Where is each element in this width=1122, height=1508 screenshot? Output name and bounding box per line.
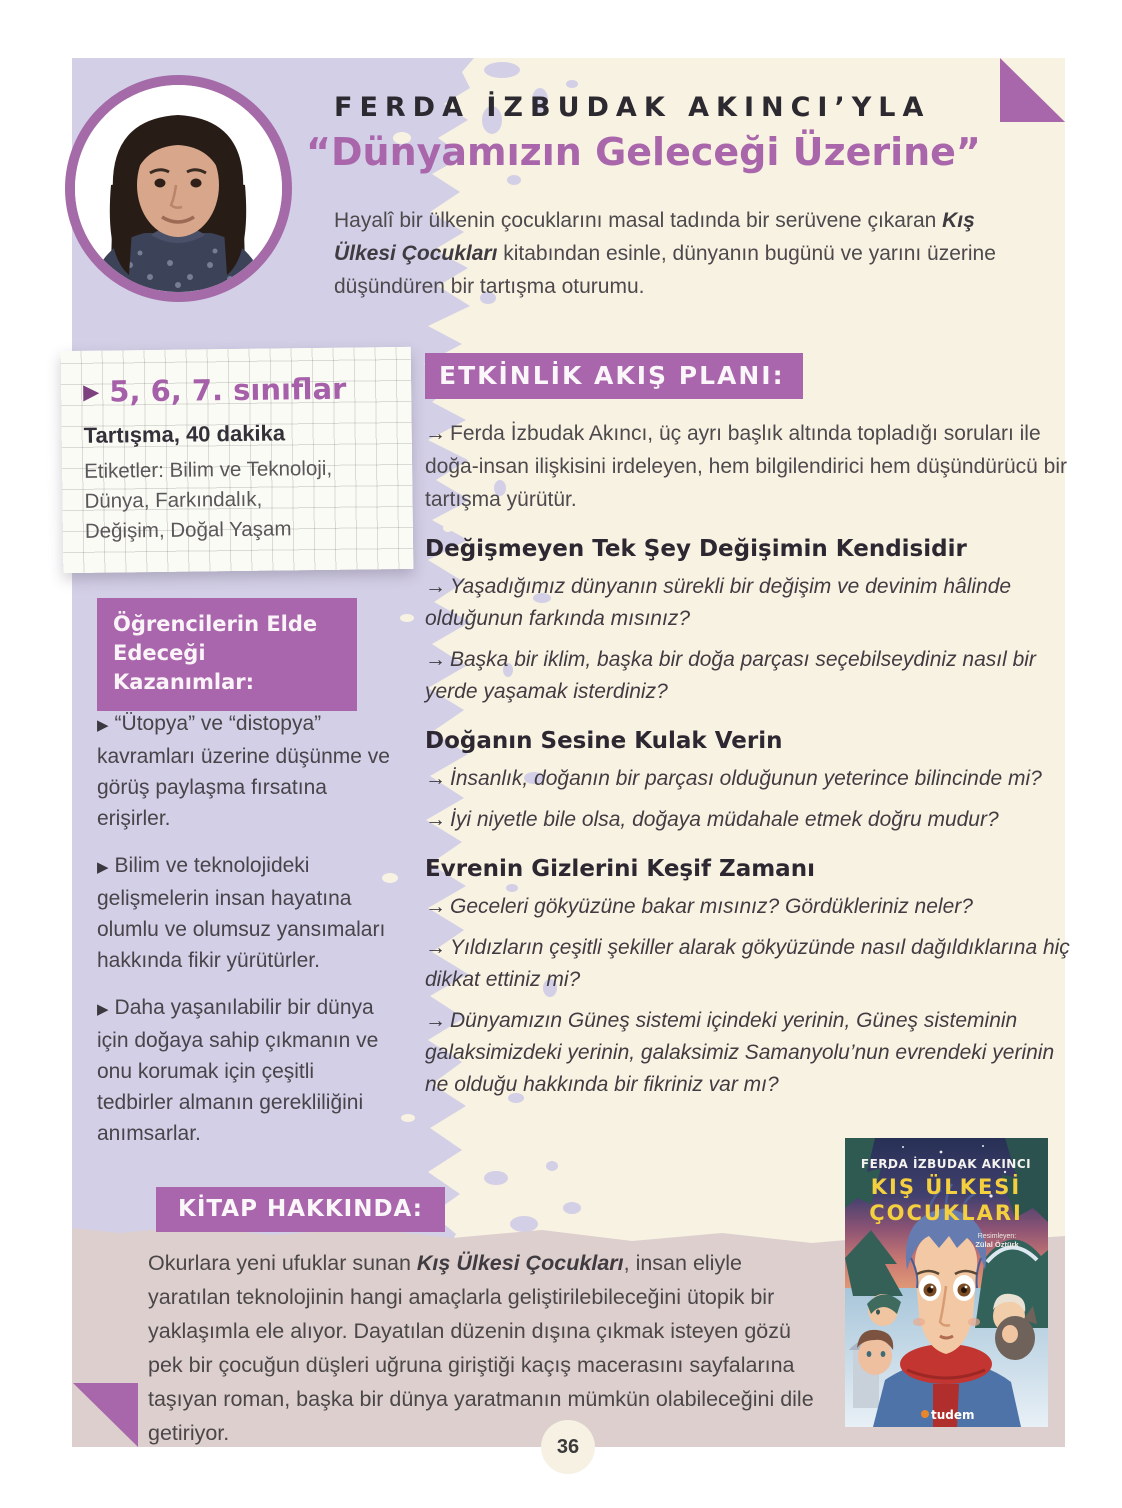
author-portrait-illustration: [75, 85, 282, 292]
triangle-bullet-icon: ▶: [97, 716, 109, 734]
arrow-icon: →: [425, 648, 446, 671]
arrow-icon: →: [425, 895, 446, 918]
question-text: Yaşadığımız dünyanın sürekli bir değişim ve devinim hâlinde olduğunun farkında mısınız?: [425, 575, 1012, 630]
book-title-inline: Kış Ülkesi Çocukları: [334, 209, 975, 265]
plan-intro: [425, 417, 1073, 516]
plan-question: [425, 644, 1073, 708]
outcome-item: [97, 992, 392, 1149]
question-text: Dünyamızın Güneş sistemi içindeki yerinin, Güneş sisteminin galaksimizdeki yerinin, galaksimiz Samanyolu’nun evrendeki yerinin ne olduğu hakkında bir fikriniz var mı?: [425, 1009, 1055, 1096]
arrow-icon: →: [425, 575, 446, 598]
intro-paragraph: [334, 204, 1002, 303]
session-format: Tartışma, 40 dakika: [83, 420, 286, 448]
question-text: Yıldızların çeşitli şekiller alarak gökyüzünde nasıl dağıldıklarına hiç dikkat ettiniz mi?: [425, 936, 1070, 991]
outcomes-heading: Öğrencilerin Elde Edeceği Kazanımlar:: [97, 598, 357, 711]
plan-question: [425, 891, 1073, 923]
about-book-paragraph: [148, 1246, 820, 1450]
grades-info-card: [61, 347, 414, 573]
about-text-end: , insan eliyle yaratılan teknolojinin hangi amaçlarla geliştirilebileceğini ütopik bir yaklaşımla ele alıyor. Dayatılan düzenin dışına çıkmak isteyen gözü pek bir çocuğun düşleri uğruna giriştiği kaçış macerasını sayfalarına taşıyan roman, başka bir dünya yaratmanın mümkün olabileceğini dile getiriyor.: [148, 1251, 814, 1445]
grades-line: [83, 371, 393, 409]
plan-question: [425, 571, 1073, 635]
author-kicker: FERDA İZBUDAK AKINCI’YLA: [334, 92, 931, 123]
publisher-logo: tudem: [931, 1408, 975, 1422]
outcome-item: [97, 708, 392, 834]
arrow-icon: →: [425, 808, 446, 831]
plan-section-heading: Doğanın Sesine Kulak Verin: [425, 728, 783, 754]
plan-question: [425, 932, 1073, 996]
plan-section-heading: Evrenin Gizlerini Keşif Zamanı: [425, 856, 815, 882]
book-cover-illustration: [845, 1138, 1048, 1427]
outcome-text: Daha yaşanılabilir bir dünya için doğaya sahip çıkmanın ve onu korumak için çeşitli tedbirler almanın gerekliliğini anımsarlar.: [97, 996, 379, 1145]
plan-heading: ETKİNLİK AKIŞ PLANI:: [425, 353, 803, 399]
plan-section-heading: Değişmeyen Tek Şey Değişimin Kendisidir: [425, 536, 967, 562]
arrow-icon: →: [425, 936, 446, 959]
arrow-icon: →: [425, 422, 446, 445]
cover-credit-name: Zülal Öztürk: [975, 1240, 1019, 1249]
cover-author: FERDA İZBUDAK AKINCI: [860, 1157, 1032, 1171]
outcome-text: “Ütopya” ve “distopya” kavramları üzerine düşünme ve görüş paylaşma fırsatına erişirler.: [97, 712, 390, 830]
outcomes-list: [97, 708, 392, 1165]
page-content: [72, 58, 1070, 1458]
plan-question: [425, 763, 1073, 795]
triangle-marker-icon: ▶: [83, 379, 100, 404]
question-text: Geceleri gökyüzüne bakar mısınız? Gördükleriniz neler?: [450, 895, 973, 918]
question-text: İnsanlık, doğanın bir parçası olduğunun yeterince bilincinde mi?: [450, 767, 1042, 790]
plan-question: [425, 804, 1073, 836]
cover-title-line1: KIŞ ÜLKESİ: [870, 1175, 1022, 1199]
arrow-icon: →: [425, 767, 446, 790]
activity-plan: [425, 353, 1073, 1101]
cover-title-line2: ÇOCUKLARI: [869, 1201, 1023, 1225]
plan-intro-text: Ferda İzbudak Akıncı, üç ayrı başlık altında topladığı soruları ile doğa-insan ilişkisini irdeleyen, hem bilgilendirici hem düşündürücü bir tartışma yürütür.: [425, 422, 1067, 511]
author-photo: [65, 75, 292, 302]
grades-label: 5, 6, 7. sınıflar: [109, 371, 347, 409]
page-number: 36: [541, 1420, 595, 1474]
cover-credit-label: Resimleyen:: [977, 1233, 1017, 1240]
book-title-inline: Kış Ülkesi Çocukları: [416, 1251, 624, 1275]
intro-text-end: kitabından esinle, dünyanın bugünü ve yarını üzerine düşündüren bir tartışma oturumu.: [334, 242, 996, 298]
tags-text: Etiketler: Bilim ve Teknoloji, Dünya, Farkındalık, Değişim, Doğal Yaşam: [83, 456, 333, 543]
book-cover: [845, 1138, 1048, 1427]
arrow-icon: →: [425, 1009, 446, 1032]
page-title: “Dünyamızın Geleceği Üzerine”: [306, 130, 981, 174]
outcome-text: Bilim ve teknolojideki gelişmelerin insan hayatına olumlu ve olumsuz yansımaları hakkında fikir yürütürler.: [97, 854, 386, 972]
question-text: Başka bir iklim, başka bir doğa parçası seçebilseydiniz nasıl bir yerde yaşamak isterdiniz?: [425, 648, 1036, 703]
triangle-bullet-icon: ▶: [97, 858, 109, 876]
triangle-bullet-icon: ▶: [97, 1000, 109, 1018]
plan-question: [425, 1005, 1073, 1101]
outcome-item: [97, 850, 392, 976]
intro-text-start: Hayalî bir ülkenin çocuklarını masal tadında bir serüvene çıkaran: [334, 209, 943, 232]
question-text: İyi niyetle bile olsa, doğaya müdahale etmek doğru mudur?: [450, 808, 999, 831]
about-text-start: Okurlara yeni ufuklar sunan: [148, 1251, 417, 1275]
about-book-heading: KİTAP HAKKINDA:: [156, 1187, 445, 1232]
